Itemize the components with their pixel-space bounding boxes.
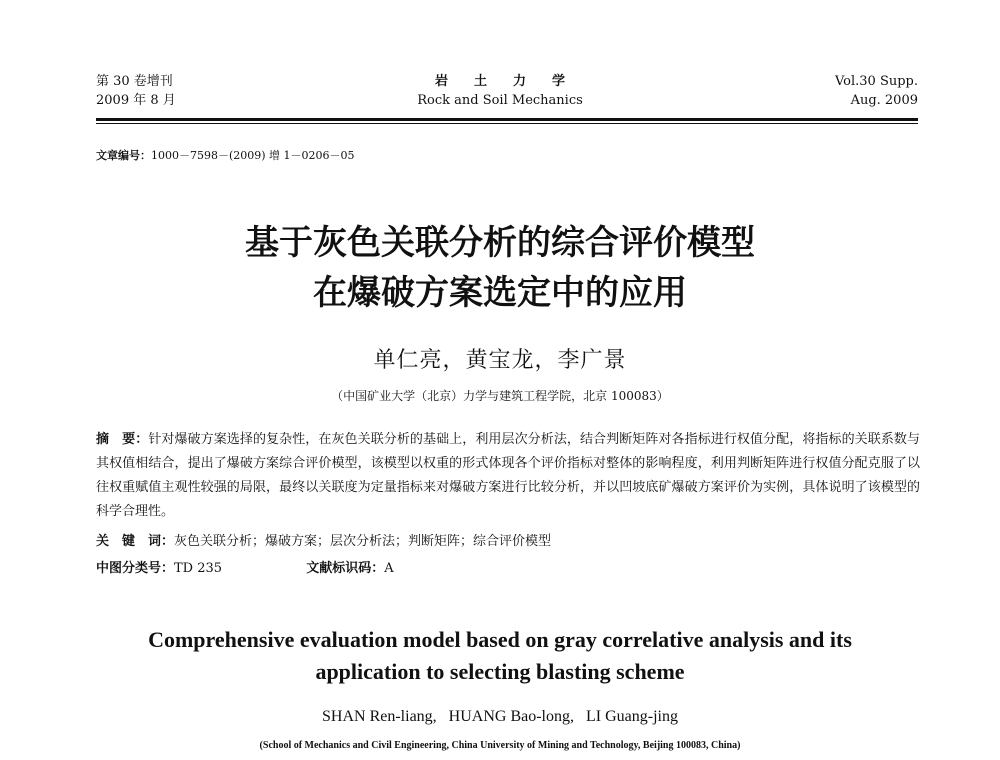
clc-value: TD 235 xyxy=(174,561,223,576)
doc-code-value: A xyxy=(384,561,394,576)
issue-date-cn: 2009 年 8 月 xyxy=(96,93,176,108)
abstract-cn xyxy=(96,428,920,524)
issue-date-en: Aug. 2009 xyxy=(850,93,918,108)
keywords-text: 灰色关联分析；爆破方案；层次分析法；判断矩阵；综合评价模型 xyxy=(174,534,552,549)
paper-title-en-line2: application to selecting blasting scheme xyxy=(315,659,685,684)
affiliation-en: (School of Mechanics and Civil Engineering, China University of Mining and Technology, Beijing 100083, China) xyxy=(259,740,741,751)
issue-volume-en: Vol.30 Supp. xyxy=(834,74,918,89)
header-rule-thin xyxy=(96,123,918,124)
journal-issue-cn xyxy=(96,72,176,110)
classification xyxy=(96,557,394,576)
paper-title-en-line1: Comprehensive evaluation model based on gray correlative analysis and its xyxy=(148,627,852,652)
doc-code-label: 文献标识码： xyxy=(306,561,385,576)
header-rule-thick xyxy=(96,118,918,121)
article-number-label: 文章编号： xyxy=(96,149,151,162)
paper-title-cn xyxy=(0,218,1000,318)
journal-issue-en xyxy=(835,72,918,110)
abstract-text: 针对爆破方案选择的复杂性，在灰色关联分析的基础上，利用层次分析法，结合判断矩阵对各指标进行权值分配，将指标的关联系数与其权值相结合，提出了爆破方案综合评价模型，该模型以权重的形式体现各个评价指标对整体的影响程度，利用判断矩阵进行权值分配克服了以往权重赋值主观性较强的局限，最终以关联度为定量指标来对爆破方案进行比较分析，并以凹坡底矿爆破方案评价为实例，具体说明了该模型的科学合理性。 xyxy=(96,432,920,519)
paper-title-en xyxy=(0,624,1000,688)
abstract-label: 摘 要： xyxy=(96,432,149,447)
paper-title-cn-line1: 基于灰色关联分析的综合评价模型 xyxy=(245,223,755,263)
issue-volume-cn: 第 30 卷增刊 xyxy=(96,74,173,89)
keywords-label: 关 键 词： xyxy=(96,534,175,549)
article-number-value: 1000－7598－(2009) 增 1－0206－05 xyxy=(151,149,355,162)
affiliation-cn: （中国矿业大学（北京）力学与建筑工程学院，北京 100083） xyxy=(331,389,669,403)
clc-label: 中图分类号： xyxy=(96,561,175,576)
authors-cn: 单仁亮，黄宝龙，李广景 xyxy=(373,348,627,373)
authors-en: SHAN Ren-liang, HUANG Bao-long, LI Guang-jing xyxy=(322,708,678,725)
journal-name xyxy=(350,72,650,110)
journal-name-en: Rock and Soil Mechanics xyxy=(417,93,583,108)
journal-name-cn: 岩土力学 xyxy=(434,74,591,89)
paper-title-cn-line2: 在爆破方案选定中的应用 xyxy=(313,273,687,313)
article-number xyxy=(96,147,355,163)
keywords-cn xyxy=(96,530,551,549)
